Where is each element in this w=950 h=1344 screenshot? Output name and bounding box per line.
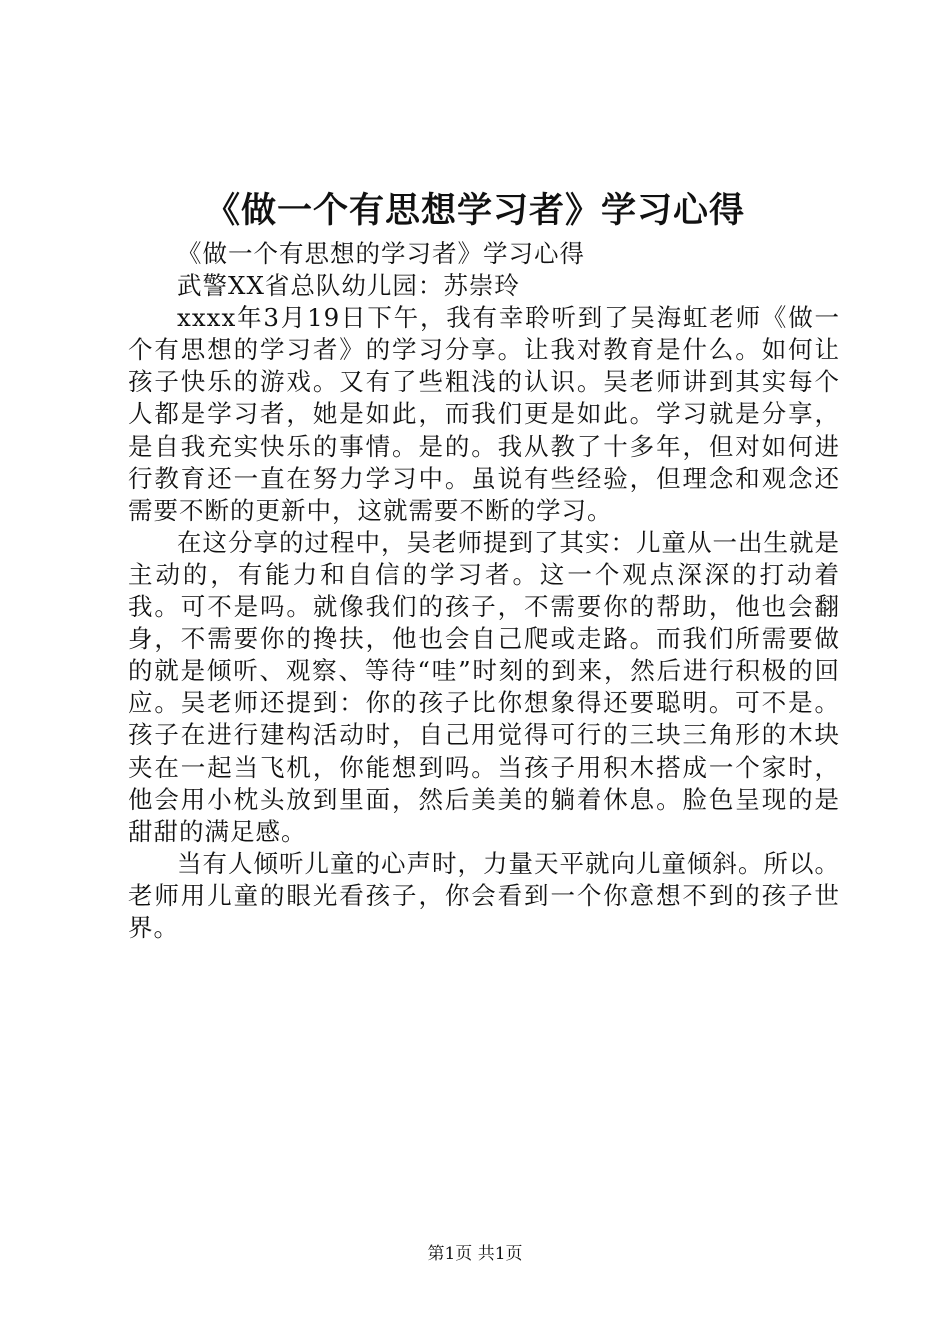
document-title: 《做一个有思想学习者》学习心得 xyxy=(204,190,745,231)
subtitle-paragraph: 《做一个有思想的学习者》学习心得 xyxy=(177,239,585,268)
author-paragraph: 武警XX省总队幼儿园：苏崇玲 xyxy=(177,271,520,301)
body-paragraph: xxxx年3月19日下午，我有幸聆听到了吴海虹老师《做一个有思想的学习者》的学习分享。让我对教育是什么。如何让孩子快乐的游戏。又有了些粗浅的认识。吴老师讲到其实每个人都是学习者，她是如此，而我们更是如此。学习就是分享，是自我充实快乐的事情。是的。我从教了十多年，但对如何进行教育还一直在努力学习中。虽说有些经验，但理念和观念还需要不断的更新中，这就需要不断的学习。 xyxy=(128,303,840,525)
body-paragraph: 当有人倾听儿童的心声时，力量天平就向儿童倾斜。所以。老师用儿童的眼光看孩子，你会看到一个你意想不到的孩子世界。 xyxy=(128,848,840,942)
document-body xyxy=(128,238,840,944)
body-paragraph: 在这分享的过程中，吴老师提到了其实：儿童从一出生就是主动的，有能力和自信的学习者。这一个观点深深的打动着我。可不是吗。就像我们的孩子，不需要你的帮助，他也会翻身，不需要你的搀扶，他也会自己爬或走路。而我们所需要做的就是倾听、观察、等待“哇”时刻的到来，然后进行积极的回应。吴老师还提到：你的孩子比你想象得还要聪明。可不是。孩子在进行建构活动时，自己用觉得可行的三块三角形的木块夹在一起当飞机，你能想到吗。当孩子用积木搭成一个家时，他会用小枕头放到里面，然后美美的躺着休息。脸色呈现的是甜甜的满足感。 xyxy=(128,527,840,846)
page-number-footer: 第1页 共1页 xyxy=(427,1244,523,1264)
